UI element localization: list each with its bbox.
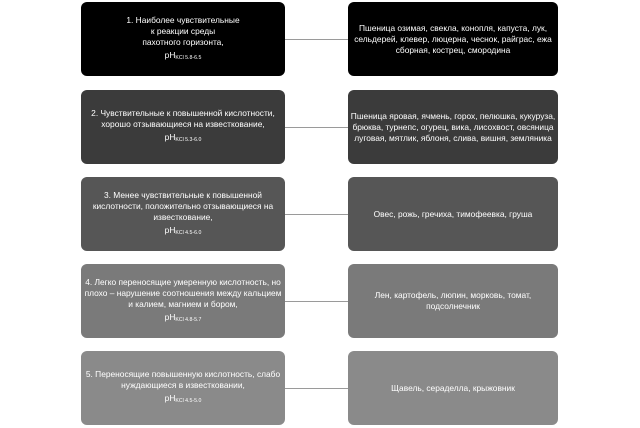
- crops-2-line-1: Пшеница яровая, ячмень, горох, пелюшка, кукуруза,: [350, 110, 556, 121]
- group-1-ph-label: pH: [164, 49, 176, 60]
- group-1-box: [81, 2, 285, 76]
- connector-3: [285, 214, 348, 215]
- group-4-line-1: 4. Легко переносящие умеренную кислотность, но: [85, 276, 281, 287]
- group-2-line-1: 2. Чувствительные к повышенной кислотности,: [91, 108, 275, 118]
- group-3-ph-label: pH: [164, 224, 176, 235]
- group-1-line-2: к реакции среды: [150, 25, 216, 36]
- crops-2-line-2: брюква, турнепс, огурец, вика, лисохвост, овсяница: [352, 121, 554, 132]
- group-5-ph-label: pH: [164, 393, 176, 403]
- group-4-ph: [165, 312, 202, 326]
- group-1-line-1: 1. Наиболее чувствительные: [126, 14, 240, 25]
- crops-1-line-3: сборная, кострец, смородина: [395, 44, 511, 55]
- crops-2-box: [348, 90, 558, 164]
- crops-1-line-1: Пшеница озимая, свекла, конопля, капуста, лук,: [358, 22, 548, 33]
- group-4-box: [81, 264, 285, 338]
- group-5-ph: [165, 393, 202, 407]
- group-5-ph-range: KCl 4.5-5.0: [175, 398, 202, 404]
- crops-1-line-2: сельдерей, клевер, люцерна, чеснок, райграс, ежа: [354, 33, 552, 44]
- group-1-line-3: пахотного горизонта,: [142, 36, 224, 47]
- crops-4-box: [348, 264, 558, 338]
- crops-5-box: [348, 351, 558, 425]
- crops-3-line-1: Овес, рожь, гречиха, тимофеевка, груша: [373, 208, 533, 219]
- connector-5: [285, 388, 348, 389]
- crops-2-line-3: луговая, мятлик, яблоня, слива, вишня, земляника: [354, 132, 552, 143]
- crops-3-box: [348, 177, 558, 251]
- group-3-line-3: известкование,: [153, 211, 213, 222]
- group-4-line-3: и калием, магнием и бором,: [128, 298, 238, 309]
- crops-1-box: [348, 2, 558, 76]
- group-1-ph: [165, 50, 202, 64]
- group-3-box: [81, 177, 285, 251]
- group-3-line-2: кислотности, положительно отзывающиеся на: [92, 200, 274, 211]
- connector-1: [285, 39, 348, 40]
- group-2-ph: [165, 132, 202, 146]
- group-3-ph: [165, 225, 202, 239]
- group-2-box: [81, 90, 285, 164]
- connector-2: [285, 127, 348, 128]
- group-2-ph-range: KCl 5.3-6.0: [175, 137, 202, 143]
- group-5-box: [81, 351, 285, 425]
- group-2-line-2: хорошо отзывающиеся на известкование,: [101, 119, 265, 129]
- group-2-ph-label: pH: [164, 132, 176, 142]
- crops-4-line-1: Лен, картофель, люпин, морковь, томат,: [374, 290, 532, 300]
- group-5-line-1: 5. Переносящие повышенную кислотность, слабо: [85, 369, 281, 379]
- connector-4: [285, 301, 348, 302]
- group-4-line-2: плохо – нарушение соотношения между кальцием: [84, 287, 282, 298]
- group-4-ph-range: KCl 4.8-5.7: [175, 316, 202, 323]
- crops-5-line-1: Щавель, сераделла, крыжовник: [391, 382, 515, 393]
- group-5-line-2: нуждающиеся в известковании,: [121, 380, 245, 390]
- group-3-ph-range: KCl 4.5-6.0: [175, 229, 202, 236]
- group-1-ph-range: KCl 5.8-6.5: [175, 54, 202, 61]
- crops-4-line-2: подсолнечник: [426, 301, 480, 311]
- group-4-ph-label: pH: [164, 311, 176, 322]
- group-3-line-1: 3. Менее чувствительные к повышенной: [104, 189, 262, 200]
